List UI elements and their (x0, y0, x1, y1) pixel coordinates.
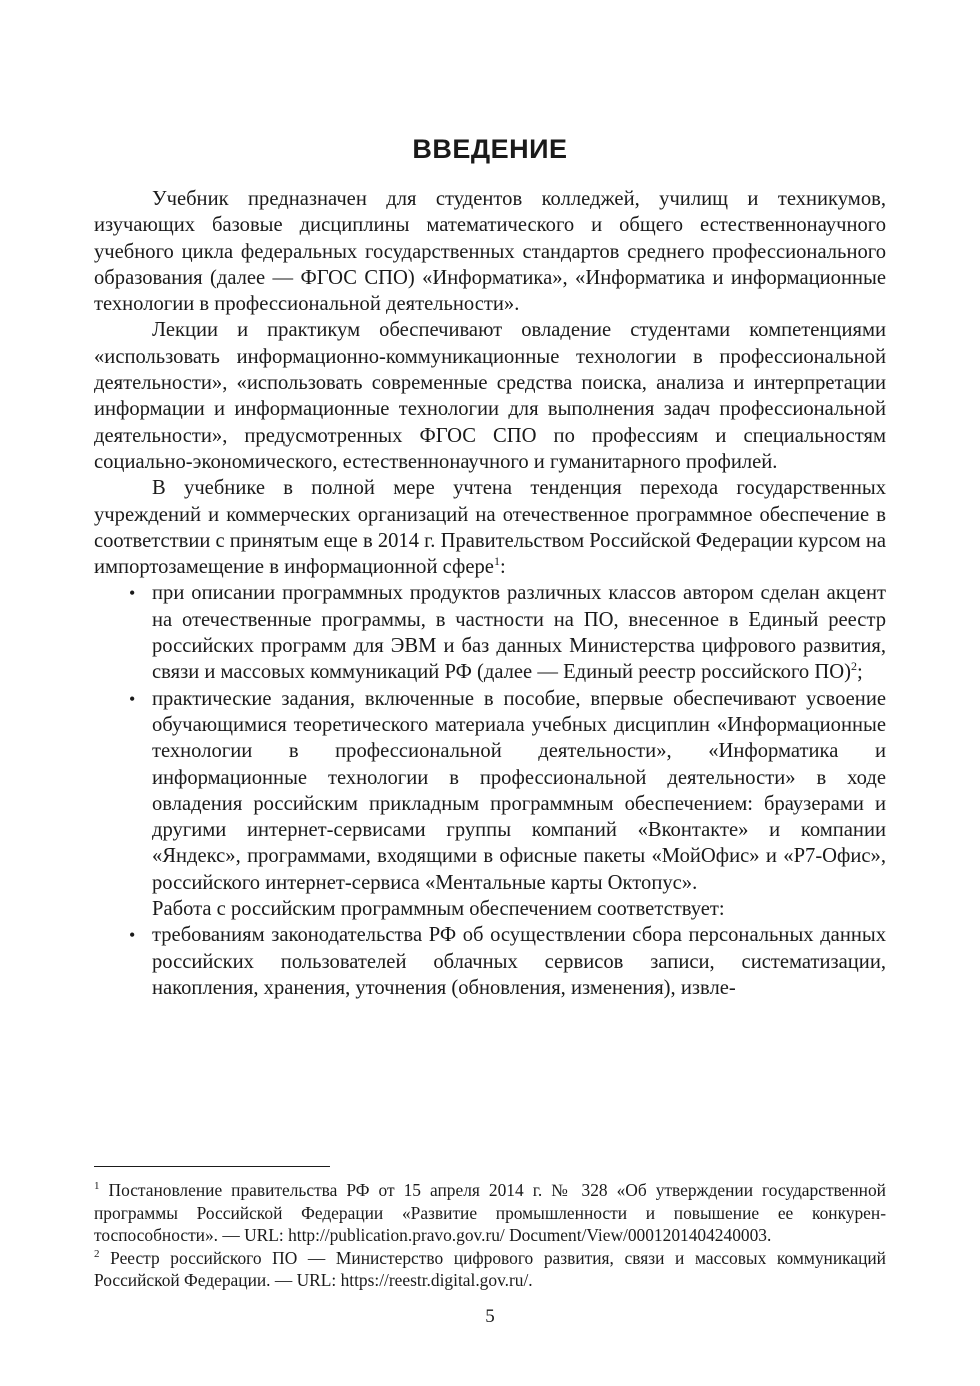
footnote-text: Постановление правительства РФ от 15 апреля 2014 г. № 328 «Об утверждении государственной программы Российской Федерации «Развитие промышленности и повышение ее конкурентоспособности». — URL: http://publication.pravo.gov.ru/ Document/View/0001201404240003. (94, 1180, 886, 1245)
paragraph-2: Лекции и практикум обеспечивают овладение студентами компетенциями «использовать информационно-коммуникационные технологии в профессиональной деятельности», «использовать современные средства поиска, анализа и интерпретации информации и информационные технологии для выполнения задач профессиональной деятельности», предусмотренных ФГОС СПО по профессиям и специальностям социально-экономического, естественнонаучного и гуманитарного профилей. (94, 319, 886, 473)
list-item (94, 922, 886, 1001)
paragraph-4: Работа с российским программным обеспечением соответствует: (152, 898, 725, 921)
footnote-number: 1 (94, 1180, 100, 1193)
list-item-text: требованиям законодательства РФ об осуществлении сбора персональных данных российских пользователей облачных сервисов записи, систематизации, накопления, хранения, уточнения (обновления, изменения), извле- (152, 924, 886, 999)
footnotes (94, 1179, 886, 1292)
bullet-icon: • (129, 925, 136, 946)
list-item-text: при описании программных продуктов различных классов автором сделан акцент на отечественные программы, в частности на ПО, внесенное в Единый реестр российских программ для ЭВМ и баз данных Министерства цифрового развития, связи и массовых коммуникаций РФ (далее — Единый реестр российского ПО) (152, 582, 886, 684)
footnote-number: 2 (94, 1247, 100, 1260)
body-text (94, 186, 886, 1001)
footnote-1 (94, 1179, 886, 1247)
footnote-ref-1: 1 (493, 554, 500, 569)
page-number: 5 (485, 1306, 495, 1327)
bullet-list-1 (94, 580, 886, 896)
paragraph-1: Учебник предназначен для студентов колледжей, училищ и техникумов, изучающих базовые дисциплины математического и общего естественнонаучного учебного цикла федеральных государственных стандартов среднего профессионального образования (далее — ФГОС СПО) «Информатика», «Информатика и информационные технологии в профессиональной деятельности». (94, 188, 886, 316)
footnote-text: Реестр российского ПО — Министерство цифрового развития, связи и массовых коммуникаций Российской Федерации. — URL: https://reestr.digital.gov.ru/. (94, 1247, 886, 1290)
bullet-icon: • (129, 688, 136, 709)
paragraph-3 (94, 475, 886, 580)
footnote-divider (94, 1166, 330, 1167)
footnote-ref-2: 2 (850, 659, 857, 674)
bullet-list-2 (94, 922, 886, 1001)
list-item (94, 686, 886, 896)
list-item-end: ; (856, 661, 863, 684)
paragraph-3-text: В учебнике в полной мере учтена тенденция перехода государственных учреждений и коммерческих организаций на отечественное программное обеспечение в соответствии с принятым еще в 2014 г. Правительством Российской Федерации курсом на импортозамещение в информационной сфере (94, 477, 886, 579)
list-item-text: практические задания, включенные в пособие, впервые обеспечивают усвоение обучающимися теоретического материала учебных дисциплин «Информационные технологии в профессиональной деятельности», «Информатика и информационные технологии в профессиональной деятельности» в ходе овладения российским прикладным программным обеспечением: браузерами и другими интернет-сервисами группы компаний «Вконтакте» и компании «Яндекс», программами, входящими в офисные пакеты «МойОфис» и «Р7-Офис», российского интернет-сервиса «Ментальные карты Октопус». (152, 687, 886, 894)
footnote-2 (94, 1247, 886, 1292)
paragraph-3-end: : (499, 556, 506, 579)
page-title: ВВЕДЕНИЕ (412, 134, 568, 164)
bullet-icon: • (129, 583, 136, 604)
list-item (94, 580, 886, 685)
document-page (94, 0, 886, 1386)
